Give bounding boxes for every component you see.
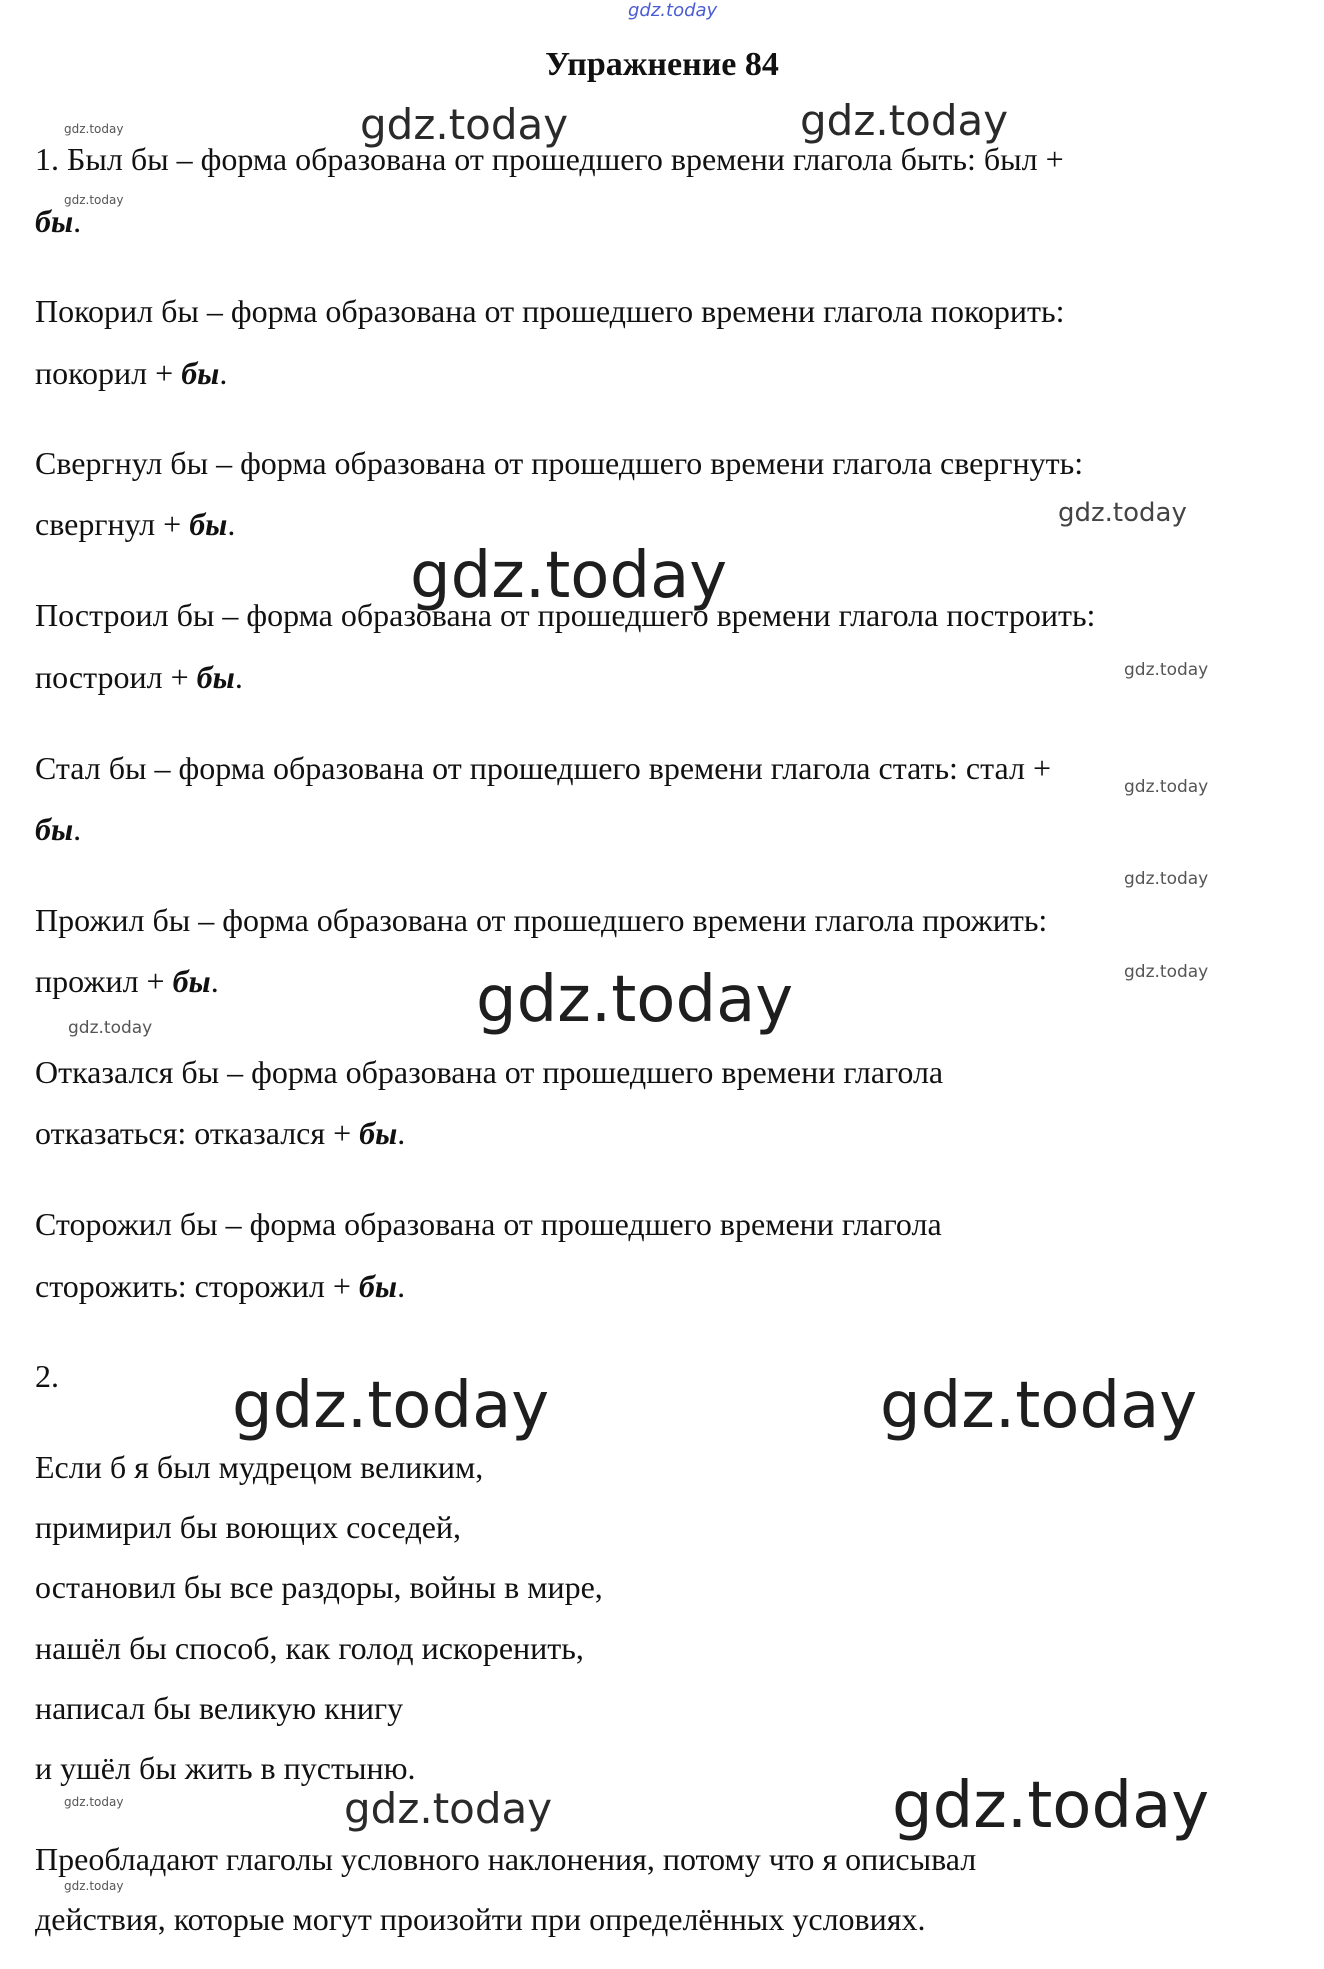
watermark: gdz.today: [360, 100, 569, 149]
item-line: бы.: [35, 811, 82, 847]
item-line: Отказался бы – форма образована от прошедшего времени глагола: [35, 1054, 944, 1090]
watermark: gdz.today: [344, 1784, 553, 1833]
conclusion-line: действия, которые могут произойти при определённых условиях.: [35, 1901, 926, 1937]
item-line: Построил бы – форма образована от прошедшего времени глагола построить:: [35, 597, 1096, 633]
item-line: сторожить: сторожил + бы.: [35, 1268, 406, 1304]
watermark: gdz.today: [410, 539, 728, 613]
watermark: gdz.today: [232, 1369, 550, 1443]
watermark: gdz.today: [892, 1769, 1210, 1843]
watermark: gdz.today: [1124, 962, 1209, 982]
poem-line: примирил бы воющих соседей,: [35, 1509, 462, 1545]
site-watermark: gdz.today: [628, 0, 718, 21]
watermark: gdz.today: [64, 1879, 124, 1893]
watermark: gdz.today: [1124, 777, 1209, 797]
watermark: gdz.today: [1124, 660, 1209, 680]
exercise-title: Упражнение 84: [545, 46, 779, 83]
conclusion-line: Преобладают глаголы условного наклонения, потому что я описывал: [35, 1841, 977, 1877]
poem-line: остановил бы все раздоры, войны в мире,: [35, 1569, 603, 1605]
item-line: Сторожил бы – форма образована от прошедшего времени глагола: [35, 1206, 942, 1242]
item-line: Прожил бы – форма образована от прошедшего времени глагола прожить:: [35, 902, 1048, 938]
watermark: gdz.today: [476, 963, 794, 1037]
watermark: gdz.today: [64, 122, 124, 136]
item-line: Покорил бы – форма образована от прошедшего времени глагола покорить:: [35, 293, 1065, 329]
watermark: gdz.today: [1058, 498, 1187, 528]
item-line: Свергнул бы – форма образована от прошедшего времени глагола свергнуть:: [35, 445, 1084, 481]
watermark: gdz.today: [64, 193, 124, 207]
poem-line: написал бы великую книгу: [35, 1690, 404, 1726]
watermark: gdz.today: [800, 96, 1009, 145]
item-line: свергнул + бы.: [35, 506, 236, 542]
item-line: бы.: [35, 203, 82, 239]
item-line: покорил + бы.: [35, 355, 228, 391]
item-line: построил + бы.: [35, 659, 243, 695]
item-line: прожил + бы.: [35, 963, 219, 999]
poem-line: и ушёл бы жить в пустыню.: [35, 1750, 416, 1786]
poem-line: нашёл бы способ, как голод искоренить,: [35, 1630, 584, 1666]
item-line: 1. Был бы – форма образована от прошедшего времени глагола быть: был +: [35, 141, 1064, 177]
watermark: gdz.today: [68, 1018, 153, 1038]
item-line: отказаться: отказался + бы.: [35, 1115, 406, 1151]
watermark: gdz.today: [64, 1795, 124, 1809]
watermark: gdz.today: [880, 1369, 1198, 1443]
poem-line: Если б я был мудрецом великим,: [35, 1449, 484, 1485]
watermark: gdz.today: [1124, 869, 1209, 889]
item-line: Стал бы – форма образована от прошедшего времени глагола стать: стал +: [35, 750, 1051, 786]
part-number: 2.: [35, 1358, 59, 1394]
